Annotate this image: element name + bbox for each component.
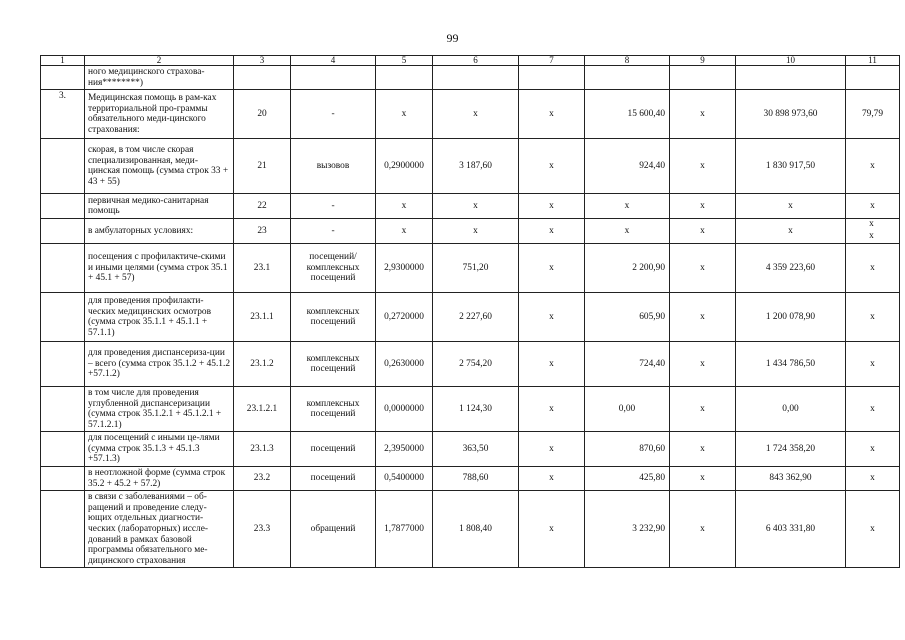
row-name-cell: первичная медико-санитарная помощь	[85, 194, 234, 219]
unit-cell	[291, 66, 376, 90]
value-cell: 0,2900000	[376, 139, 433, 194]
value-cell: x	[670, 293, 736, 342]
header-cell: 3	[234, 56, 291, 66]
table-row	[41, 244, 900, 293]
table-row	[41, 467, 900, 491]
double-x-mark	[869, 219, 876, 243]
value-cell: 1 830 917,50	[736, 139, 846, 194]
row-name-cell: для посещений с иными це-лями (сумма строк 35.1.3 + 45.1.3 +57.1.3)	[85, 432, 234, 467]
row-name-cell: скорая, в том числе скорая специализированная, меди-цинская помощь (сумма строк 33 + 43 + 55)	[85, 139, 234, 194]
value-cell	[585, 66, 670, 90]
table-row	[41, 342, 900, 387]
row-name-cell: для проведения диспансериза-ции – всего (сумма строк 35.1.2 + 45.1.2 +57.1.2)	[85, 342, 234, 387]
value-cell: 1 808,40	[433, 491, 519, 568]
table-row	[41, 293, 900, 342]
value-cell: x	[846, 467, 900, 491]
value-cell: x	[846, 139, 900, 194]
unit-cell: обращений	[291, 491, 376, 568]
data-table	[40, 55, 900, 568]
row-code-cell	[234, 66, 291, 90]
row-name-cell: посещения с профилактиче-скими и иными целями (сумма строк 35.1 + 45.1 + 57)	[85, 244, 234, 293]
row-code-cell: 23.1.1	[234, 293, 291, 342]
value-cell: x	[585, 219, 670, 244]
row-name-cell: ного медицинского страхова-ния********)	[85, 66, 234, 90]
value-cell: 2 754,20	[433, 342, 519, 387]
header-cell: 9	[670, 56, 736, 66]
value-cell: 2 227,60	[433, 293, 519, 342]
table-row	[41, 219, 900, 244]
value-cell: 15 600,40	[585, 90, 670, 139]
row-number-cell	[41, 342, 85, 387]
value-cell: x	[670, 90, 736, 139]
value-cell: 0,5400000	[376, 467, 433, 491]
value-cell: x	[846, 342, 900, 387]
unit-cell: посещений/ комплексных посещений	[291, 244, 376, 293]
value-cell	[670, 66, 736, 90]
page-number: 99	[446, 31, 459, 45]
row-name-cell: в амбулаторных условиях:	[85, 219, 234, 244]
table-row	[41, 90, 900, 139]
value-cell: 605,90	[585, 293, 670, 342]
row-number-cell	[41, 219, 85, 244]
value-cell	[376, 66, 433, 90]
value-cell: 0,2630000	[376, 342, 433, 387]
row-number-cell	[41, 387, 85, 432]
table-row	[41, 491, 900, 568]
value-cell	[433, 66, 519, 90]
value-mark: x	[869, 219, 874, 230]
value-cell: x	[519, 432, 585, 467]
row-code-cell: 22	[234, 194, 291, 219]
table-row	[41, 432, 900, 467]
row-number-cell	[41, 244, 85, 293]
value-cell: 843 362,90	[736, 467, 846, 491]
row-code-cell: 23.1.2	[234, 342, 291, 387]
value-cell: x	[433, 219, 519, 244]
value-cell: x	[846, 387, 900, 432]
value-cell: 425,80	[585, 467, 670, 491]
value-cell: x	[736, 219, 846, 244]
row-name-cell: в неотложной форме (сумма строк 35.2 + 45.2 + 57.2)	[85, 467, 234, 491]
value-cell: 1 724 358,20	[736, 432, 846, 467]
value-cell: x	[433, 90, 519, 139]
value-cell: 0,00	[585, 387, 670, 432]
value-cell: x	[846, 194, 900, 219]
unit-cell: комплексных посещений	[291, 387, 376, 432]
value-cell: x	[376, 194, 433, 219]
unit-cell: посещений	[291, 432, 376, 467]
value-cell: 0,00	[736, 387, 846, 432]
row-code-cell: 21	[234, 139, 291, 194]
value-cell: 4 359 223,60	[736, 244, 846, 293]
unit-cell: -	[291, 90, 376, 139]
unit-cell: комплексных посещений	[291, 293, 376, 342]
value-cell: 1,7877000	[376, 491, 433, 568]
value-mark: x	[869, 231, 874, 242]
row-code-cell: 23.1	[234, 244, 291, 293]
unit-cell: -	[291, 194, 376, 219]
value-cell: x	[519, 467, 585, 491]
value-cell: x	[846, 491, 900, 568]
row-name-cell: для проведения профилакти-ческих медицинских осмотров (сумма строк 35.1.1 + 45.1.1 + 57.1.1)	[85, 293, 234, 342]
value-cell: 0,0000000	[376, 387, 433, 432]
value-cell: 3 187,60	[433, 139, 519, 194]
value-cell: 924,40	[585, 139, 670, 194]
value-cell: 2 200,90	[585, 244, 670, 293]
value-cell: 751,20	[433, 244, 519, 293]
value-cell: x	[670, 387, 736, 432]
value-cell: x	[519, 90, 585, 139]
row-number-cell	[41, 467, 85, 491]
value-cell: x	[376, 219, 433, 244]
unit-cell: посещений	[291, 467, 376, 491]
value-cell	[519, 66, 585, 90]
value-cell: x	[670, 342, 736, 387]
value-cell: x	[670, 432, 736, 467]
header-cell: 8	[585, 56, 670, 66]
value-cell: 6 403 331,80	[736, 491, 846, 568]
value-cell: 3 232,90	[585, 491, 670, 568]
row-number-cell	[41, 491, 85, 568]
row-number-cell	[41, 293, 85, 342]
row-code-cell: 23.3	[234, 491, 291, 568]
value-cell: x	[670, 467, 736, 491]
value-cell: x	[376, 90, 433, 139]
value-cell: x	[519, 219, 585, 244]
header-cell: 5	[376, 56, 433, 66]
unit-cell: вызовов	[291, 139, 376, 194]
value-cell: 2,9300000	[376, 244, 433, 293]
row-number-cell	[41, 432, 85, 467]
value-cell: x	[519, 387, 585, 432]
header-cell: 1	[41, 56, 85, 66]
value-cell: x	[519, 139, 585, 194]
value-cell: 788,60	[433, 467, 519, 491]
value-cell: x	[846, 432, 900, 467]
value-cell: x	[670, 244, 736, 293]
value-cell	[846, 219, 900, 244]
unit-cell: комплексных посещений	[291, 342, 376, 387]
value-cell: 79,79	[846, 90, 900, 139]
table-row	[41, 194, 900, 219]
row-number-cell	[41, 194, 85, 219]
row-code-cell: 23.1.2.1	[234, 387, 291, 432]
unit-cell: -	[291, 219, 376, 244]
value-cell: x	[736, 194, 846, 219]
row-code-cell: 23.1.3	[234, 432, 291, 467]
value-cell: x	[670, 219, 736, 244]
value-cell: 1 434 786,50	[736, 342, 846, 387]
row-name-cell: в том числе для проведения углубленной диспансеризации (сумма строк 35.1.2.1 + 45.1.2.1 + 57.1.2.1)	[85, 387, 234, 432]
row-code-cell: 23	[234, 219, 291, 244]
header-cell: 7	[519, 56, 585, 66]
header-cell: 2	[85, 56, 234, 66]
header-cell: 4	[291, 56, 376, 66]
header-cell: 6	[433, 56, 519, 66]
row-name-cell: Медицинская помощь в рам-ках территориальной про-граммы обязательного меди-цинского страхования:	[85, 90, 234, 139]
value-cell: x	[670, 491, 736, 568]
value-cell: x	[670, 194, 736, 219]
row-number-cell	[41, 139, 85, 194]
value-cell: x	[519, 293, 585, 342]
value-cell: 724,40	[585, 342, 670, 387]
value-cell: x	[846, 244, 900, 293]
value-cell: 0,2720000	[376, 293, 433, 342]
value-cell: 1 124,30	[433, 387, 519, 432]
value-cell: 30 898 973,60	[736, 90, 846, 139]
value-cell: 870,60	[585, 432, 670, 467]
value-cell	[736, 66, 846, 90]
value-cell: x	[519, 491, 585, 568]
row-code-cell: 20	[234, 90, 291, 139]
value-cell: 1 200 078,90	[736, 293, 846, 342]
header-cell: 11	[846, 56, 900, 66]
row-number-cell	[41, 66, 85, 90]
value-cell: x	[670, 139, 736, 194]
value-cell: 2,3950000	[376, 432, 433, 467]
header-row	[41, 56, 900, 66]
value-cell	[846, 66, 900, 90]
value-cell: 363,50	[433, 432, 519, 467]
value-cell: x	[846, 293, 900, 342]
value-cell: x	[519, 342, 585, 387]
table-row	[41, 66, 900, 90]
value-cell: x	[433, 194, 519, 219]
table-row	[41, 387, 900, 432]
header-cell: 10	[736, 56, 846, 66]
value-cell: x	[519, 194, 585, 219]
table-row	[41, 139, 900, 194]
row-code-cell: 23.2	[234, 467, 291, 491]
row-number-cell: 3.	[41, 90, 85, 139]
row-name-cell: в связи с заболеваниями – об-ращений и проведение следу-ющих отдельных диагности-ческих (лабораторных) иссле-дований в рамках базовой программы обязательного ме-дицинского страхования	[85, 491, 234, 568]
value-cell: x	[585, 194, 670, 219]
value-cell: x	[519, 244, 585, 293]
